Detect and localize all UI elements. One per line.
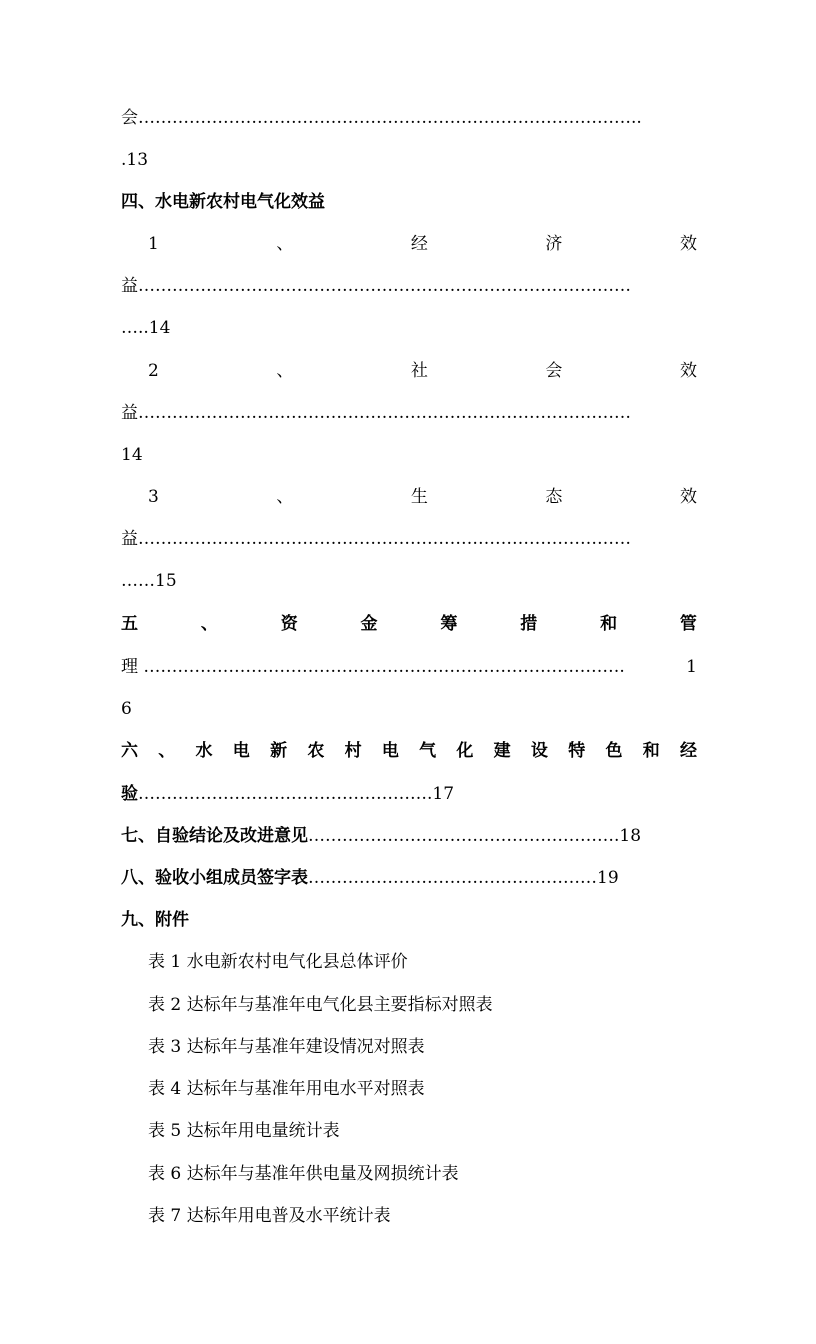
section-6-leader: …………………………………………….17 <box>138 784 455 804</box>
attachment-item: 表 7 达标年用电普及水平统计表 <box>148 1206 391 1226</box>
toc-item-4-1: 1 、 经 济 效 <box>148 234 697 254</box>
toc-line-1: 会…………………………………………………………………………….. <box>121 108 642 128</box>
attachment-item: 表 3 达标年与基准年建设情况对照表 <box>148 1037 425 1057</box>
section-9-heading: 九、附件 <box>121 910 189 930</box>
section-7-heading: 七、自验结论及改进意见……………………………………………….18 <box>121 826 642 846</box>
toc-item-4-3-dots: 益…………………………………………………………………………… <box>121 529 631 549</box>
section-6-dots <box>121 782 697 806</box>
section-4-heading: 四、水电新农村电气化效益 <box>121 192 325 212</box>
toc-item-4-3-page: ……15 <box>121 571 177 591</box>
toc-item-4-3: 3 、 生 态 效 <box>148 487 697 507</box>
section-6-tail: 验 <box>121 784 138 804</box>
toc-item-4-2-dots: 益…………………………………………………………………………… <box>121 403 631 423</box>
section-8-heading: 八、验收小组成员签字表……………………………………………19 <box>121 868 619 888</box>
toc-item-4-2-page: 14 <box>121 445 143 465</box>
toc-line-2: .13 <box>121 150 149 170</box>
attachment-item: 表 4 达标年与基准年用电水平对照表 <box>148 1079 425 1099</box>
attachment-item: 表 6 达标年与基准年供电量及网损统计表 <box>148 1164 459 1184</box>
attachment-item: 表 5 达标年用电量统计表 <box>148 1121 340 1141</box>
attachment-item: 表 1 水电新农村电气化县总体评价 <box>148 952 408 972</box>
section-5-page: 6 <box>121 699 132 719</box>
toc-item-4-1-page: …..14 <box>121 318 171 338</box>
section-6-heading: 六 、 水 电 新 农 村 电 气 化 建 设 特 色 和 经 <box>121 741 697 761</box>
toc-item-4-2: 2 、 社 会 效 <box>148 361 697 381</box>
section-5-dots: 理 …………………………………………………………………………. 1 <box>121 657 697 677</box>
toc-item-4-1-dots: 益…………………………………………………………………………… <box>121 276 631 296</box>
section-5-heading: 五 、 资 金 筹 措 和 管 <box>121 614 697 634</box>
attachment-item: 表 2 达标年与基准年电气化县主要指标对照表 <box>148 995 493 1015</box>
